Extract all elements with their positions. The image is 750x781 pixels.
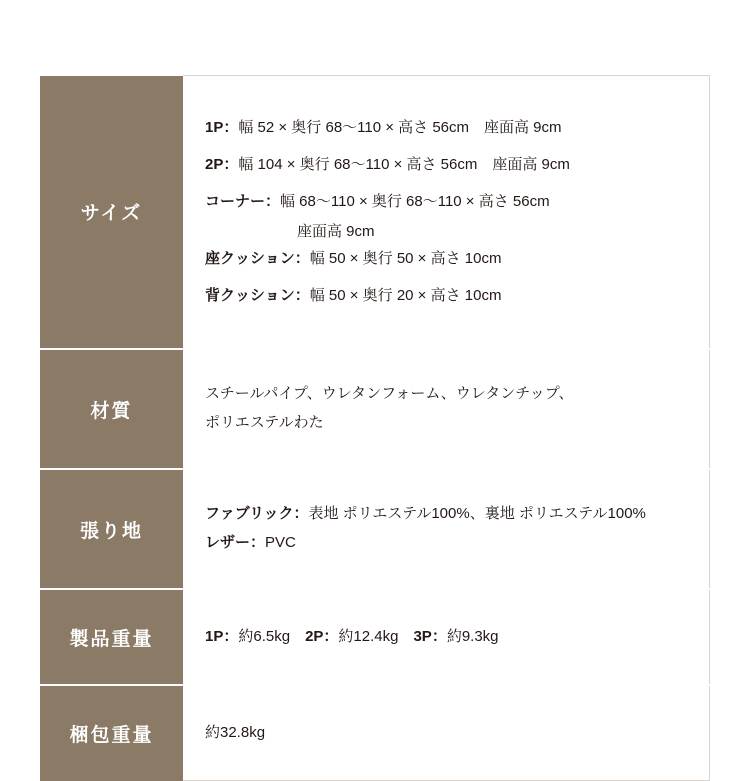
row-label-product-weight: 製品重量: [40, 589, 183, 685]
size-2p-label: 2P：: [205, 156, 239, 173]
table-row-material: [40, 349, 710, 469]
upholstery-fabric-value: 表地 ポリエステル100%、裏地 ポリエステル100%: [308, 505, 646, 523]
row-label-package-weight: 梱包重量: [40, 685, 183, 781]
weight-2p-value: 約12.4kg: [338, 628, 414, 646]
weight-1p-label: 1P：: [205, 628, 239, 646]
row-value-product-weight: [183, 589, 710, 685]
size-line-back-cushion: [205, 282, 709, 310]
upholstery-line-fabric: [205, 502, 709, 527]
row-label-size: サイズ: [40, 76, 183, 350]
specification-table: [40, 75, 710, 781]
size-2p-value: 幅 104 × 奥行 68〜110 × 高さ 56cm 座面高 9cm: [238, 156, 570, 173]
material-line-2: ポリエステルわた: [205, 414, 324, 431]
size-back-cushion-label: 背クッション：: [205, 287, 310, 304]
weight-1p-value: 約6.5kg: [238, 628, 306, 646]
row-value-material: [183, 349, 710, 469]
size-1p-label: 1P：: [205, 119, 239, 137]
row-value-size: [183, 76, 710, 350]
size-1p-value: 幅 52 × 奥行 68〜110 × 高さ 56cm 座面高 9cm: [238, 119, 562, 137]
upholstery-fabric-label: ファブリック：: [205, 505, 309, 523]
size-line-2p: [205, 151, 709, 179]
upholstery-leather-label: レザー：: [205, 534, 266, 551]
size-seat-cushion-label: 座クッション：: [205, 250, 310, 268]
size-line-seat-cushion: [205, 245, 709, 273]
table-row-upholstery: [40, 469, 710, 589]
weight-2p-label: 2P：: [305, 628, 339, 646]
table-row-package-weight: [40, 685, 710, 781]
row-value-package-weight: [183, 685, 710, 781]
upholstery-leather-value: PVC: [265, 534, 296, 551]
size-line-1p: [205, 114, 709, 142]
row-label-material: 材質: [40, 349, 183, 469]
table-row-product-weight: [40, 589, 710, 685]
table-row-size: [40, 76, 710, 350]
row-label-upholstery: 張り地: [40, 469, 183, 589]
size-back-cushion-value: 幅 50 × 奥行 20 × 高さ 10cm: [309, 287, 502, 304]
size-line-corner: [205, 188, 709, 216]
size-seat-cushion-value: 幅 50 × 奥行 50 × 高さ 10cm: [309, 250, 502, 268]
size-corner-value-sub: 座面高 9cm: [297, 222, 375, 240]
weight-line: [205, 623, 709, 651]
size-corner-label: コーナー：: [205, 192, 281, 210]
weight-3p-value: 約9.3kg: [446, 628, 499, 646]
weight-3p-label: 3P：: [413, 628, 447, 646]
row-value-upholstery: [183, 469, 710, 589]
material-line-1: スチールパイプ、ウレタンフォーム、ウレタンチップ、: [205, 385, 574, 403]
package-weight-value: 約32.8kg: [205, 724, 266, 742]
size-corner-value: 幅 68〜110 × 奥行 68〜110 × 高さ 56cm: [280, 192, 550, 210]
upholstery-line-leather: [205, 531, 709, 556]
